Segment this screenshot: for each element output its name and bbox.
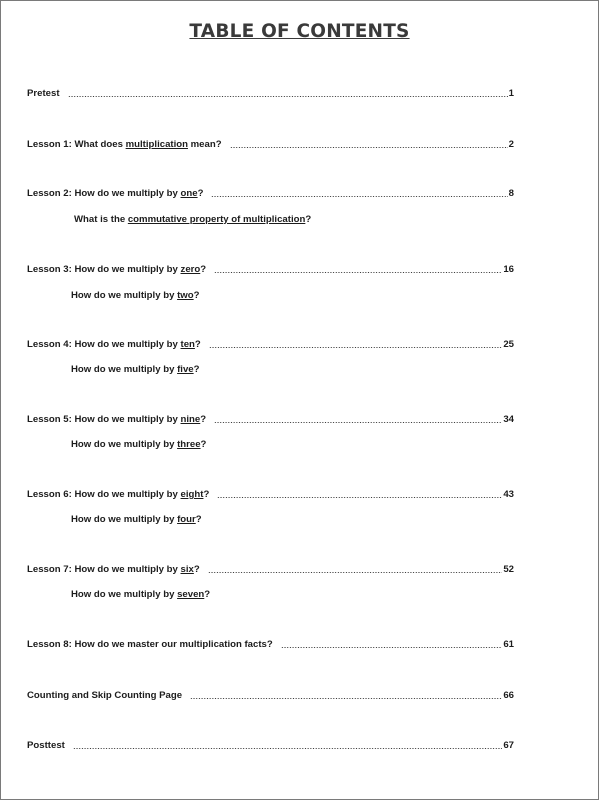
entry-label: Lesson 6: How do we multiply by eight? (27, 489, 210, 500)
toc-entry-lesson-3 (27, 262, 514, 276)
entry-label: Lesson 4: How do we multiply by ten? (27, 339, 201, 350)
toc-entry-lesson-4 (27, 337, 514, 351)
toc-entry-lesson-6 (27, 487, 514, 501)
subentry-label: How do we multiply by seven? (71, 589, 211, 600)
toc-subentry-three (71, 437, 514, 451)
toc-subentry-commutative (74, 212, 514, 226)
entry-page-number: 2 (508, 139, 514, 150)
entry-label: Pretest (27, 88, 60, 99)
entry-page-number: 25 (503, 339, 514, 350)
entry-label: Lesson 7: How do we multiply by six? (27, 564, 200, 575)
entry-page-number: 8 (508, 188, 514, 199)
entry-page-number: 61 (503, 639, 514, 650)
dot-leader (211, 196, 507, 197)
dot-leader (73, 748, 502, 749)
entry-label: Counting and Skip Counting Page (27, 690, 183, 701)
toc-entry-posttest (27, 738, 514, 752)
page-title: TABLE OF CONTENTS (189, 21, 410, 42)
toc-entry-lesson-5 (27, 412, 514, 426)
subentry-label: How do we multiply by four? (71, 514, 202, 525)
entry-label: Lesson 8: How do we master our multiplication facts? (27, 639, 273, 650)
entry-label: Posttest (27, 740, 65, 751)
dot-leader (281, 647, 503, 648)
dot-leader (190, 698, 502, 699)
entry-page-number: 1 (508, 88, 514, 99)
dot-leader (214, 272, 502, 273)
entry-label: Lesson 2: How do we multiply by one? (27, 188, 204, 199)
entry-page-number: 66 (503, 690, 514, 701)
entry-label: Lesson 3: How do we multiply by zero? (27, 264, 207, 275)
toc-entry-lesson-1 (27, 137, 514, 151)
toc-subentry-four (71, 512, 514, 526)
dot-leader (68, 96, 508, 97)
toc-entry-counting-page (27, 688, 514, 702)
subentry-label: How do we multiply by five? (71, 364, 200, 375)
entry-label: Lesson 1: What does multiplication mean? (27, 139, 222, 150)
subentry-label: How do we multiply by three? (71, 439, 207, 450)
dot-leader (214, 422, 502, 423)
dot-leader (209, 347, 503, 348)
entry-label: Lesson 5: How do we multiply by nine? (27, 414, 207, 425)
toc-entry-pretest (27, 86, 514, 100)
entry-page-number: 52 (503, 564, 514, 575)
entry-page-number: 34 (503, 414, 514, 425)
entry-page-number: 43 (503, 489, 514, 500)
entry-page-number: 16 (503, 264, 514, 275)
toc-entry-lesson-2 (27, 186, 514, 200)
toc-entry-lesson-8 (27, 637, 514, 651)
subentry-label: What is the commutative property of multiplication? (74, 214, 312, 225)
dot-leader (208, 572, 503, 573)
toc-subentry-seven (71, 587, 514, 601)
entry-page-number: 67 (503, 740, 514, 751)
toc-entry-lesson-7 (27, 562, 514, 576)
subentry-label: How do we multiply by two? (71, 290, 200, 301)
dot-leader (230, 147, 508, 148)
dot-leader (217, 497, 502, 498)
toc-subentry-five (71, 362, 514, 376)
toc-subentry-two (71, 288, 514, 302)
